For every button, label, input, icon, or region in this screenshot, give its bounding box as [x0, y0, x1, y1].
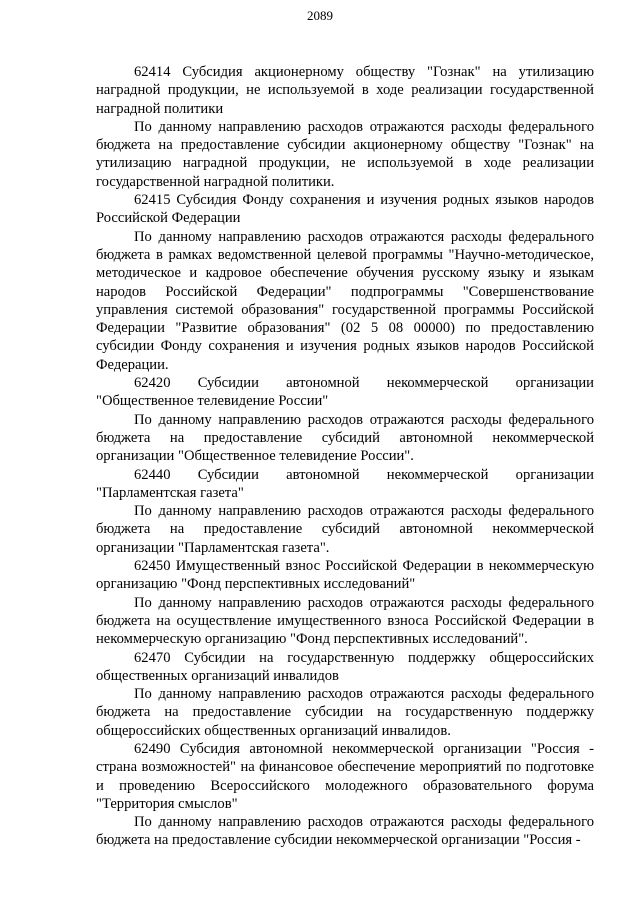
section-body-62440: По данному направлению расходов отражаются расходы федерального бюджета на предоставление субсидий автономной некоммерческой организации "Парламентская газета".	[96, 503, 594, 556]
section-body-62490: По данному направлению расходов отражаются расходы федерального бюджета на предоставление субсидии некоммерческой организации "Россия -	[96, 814, 594, 849]
section-heading-62414: 62414 Субсидия акционерному обществу "Гознак" на утилизацию наградной продукции, не используемой в ходе реализации государственной наградной политики	[96, 64, 594, 117]
section-heading-62415: 62415 Субсидия Фонду сохранения и изучения родных языков народов Российской Федерации	[96, 192, 594, 227]
section-heading-62420: 62420 Субсидии автономной некоммерческой организации "Общественное телевидение России"	[96, 375, 594, 410]
section-body-62420: По данному направлению расходов отражаются расходы федерального бюджета на предоставление субсидий автономной некоммерческой организации "Общественное телевидение России".	[96, 411, 594, 465]
section-body-62415: По данному направлению расходов отражаются расходы федерального бюджета в рамках ведомственной целевой программы "Научно-методическое, методическое и кадровое обеспечение обучения русскому языку и языкам народов Российской Федерации" подпрограммы "Совершенствование управления системой образования" государственной программы Российской Федерации "Развитие образования" (02 5 08 00000) по предоставлению субсидии Фонду сохранения и изучения родных языков народов Российской Федерации.	[96, 228, 594, 373]
section-body-62450: По данному направлению расходов отражаются расходы федерального бюджета на осуществление имущественного взноса Российской Федерации в некоммерческую организацию "Фонд перспективных исследований".	[96, 594, 594, 648]
page-number: 2089	[307, 8, 333, 23]
section-body-62470: По данному направлению расходов отражаются расходы федерального бюджета на предоставление субсидии на государственную поддержку общероссийских общественных организаций инвалидов.	[96, 686, 594, 739]
section-body-62414: По данному направлению расходов отражаются расходы федерального бюджета на предоставление субсидии акционерному обществу "Гознак" на утилизацию наградной продукции, не используемой в ходе реализации государственной наградной политики.	[96, 118, 594, 190]
section-heading-62470: 62470 Субсидии на государственную поддержку общероссийских общественных организаций инвалидов	[96, 649, 594, 684]
section-heading-62490: 62490 Субсидия автономной некоммерческой организации "Россия - страна возможностей" на финансовое обеспечение мероприятий по подготовке и проведению Всероссийского молодежного образовательного форума "Территория смыслов"	[96, 740, 594, 812]
section-heading-62440: 62440 Субсидии автономной некоммерческой организации "Парламентская газета"	[96, 466, 594, 501]
section-heading-62450: 62450 Имущественный взнос Российской Федерации в некоммерческую организацию "Фонд перспективных исследований"	[96, 558, 594, 593]
document-body	[96, 63, 594, 850]
